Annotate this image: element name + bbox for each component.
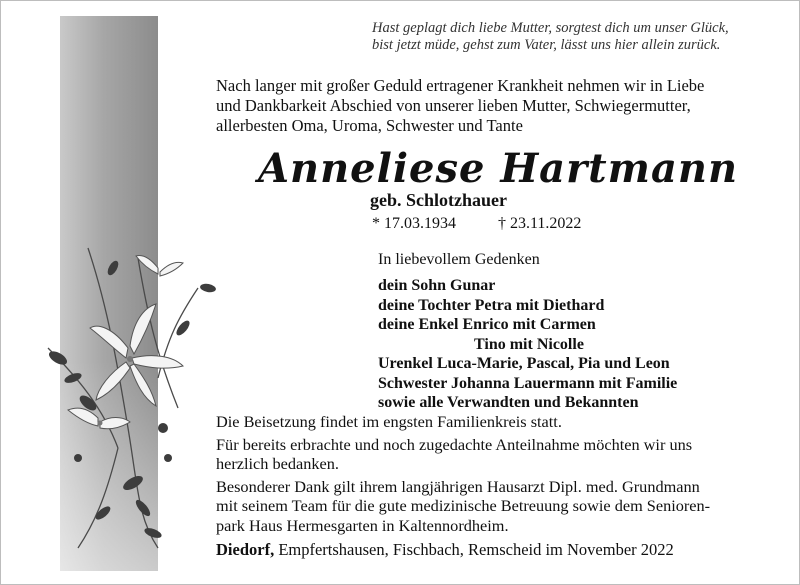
special-thanks-line: mit seinem Team für die gute medizinische Betreuung sowie dem Senioren-: [216, 496, 711, 515]
special-thanks-line: Besonderer Dank gilt ihrem langjährigen Hausarzt Dipl. med. Grundmann: [216, 476, 700, 496]
birth-date: * 17.03.1934: [372, 215, 456, 232]
closing-text: [216, 412, 791, 538]
intro-line: Nach langer mit großer Geduld ertragener Krankheit nehmen wir in Liebe: [216, 76, 705, 95]
deceased-name: Anneliese Hartmann: [257, 145, 739, 192]
intro-line: allerbesten Oma, Uroma, Schwester und Tante: [216, 116, 523, 135]
mourner-line: Urenkel Luca-Marie, Pascal, Pia und Leon: [378, 355, 670, 372]
intro-line: und Dankbarkeit Abschied von unserer lieben Mutter, Schwiegermutter,: [216, 96, 691, 115]
lily-flower-bouquet-icon: [18, 228, 228, 558]
birth-name: geb. Schlotzhauer: [370, 190, 507, 210]
place-and-date: [216, 540, 674, 560]
motto-line: Hast geplagt dich liebe Mutter, sorgtest dich um unser Glück,: [372, 20, 729, 36]
mourners-list: [378, 276, 677, 413]
intro-text: [216, 76, 786, 136]
memory-line: In liebevollem Gedenken: [378, 251, 540, 268]
death-date: † 23.11.2022: [498, 215, 582, 232]
mourner-line: Schwester Johanna Lauermann mit Familie: [378, 374, 678, 392]
mourner-line: Tino mit Nicolle: [474, 335, 584, 353]
special-thanks-note: [216, 477, 791, 536]
funeral-note: Die Beisetzung findet im engsten Familienkreis statt.: [216, 412, 562, 431]
life-dates: [372, 215, 581, 233]
special-thanks-line: park Haus Hermesgarten in Kaltennordheim.: [216, 515, 509, 535]
mourner-line: sowie alle Verwandten und Bekannten: [378, 394, 639, 411]
motto-verse: [372, 20, 782, 54]
thanks-note: [216, 435, 791, 474]
place-rest: Empfertshausen, Fischbach, Remscheid im November 2022: [274, 540, 674, 559]
mourner-line: deine Enkel Enrico mit Carmen: [378, 316, 596, 333]
mourner-line: dein Sohn Gunar: [378, 277, 496, 294]
mourner-line: deine Tochter Petra mit Diethard: [378, 296, 605, 314]
place-main: Diedorf,: [216, 540, 275, 559]
thanks-line: Für bereits erbrachte und noch zugedachte Anteilnahme möchten wir uns: [216, 434, 693, 454]
motto-line: bist jetzt müde, gehst zum Vater, lässt uns hier allein zurück.: [372, 37, 721, 53]
thanks-line: herzlich bedanken.: [216, 454, 339, 473]
